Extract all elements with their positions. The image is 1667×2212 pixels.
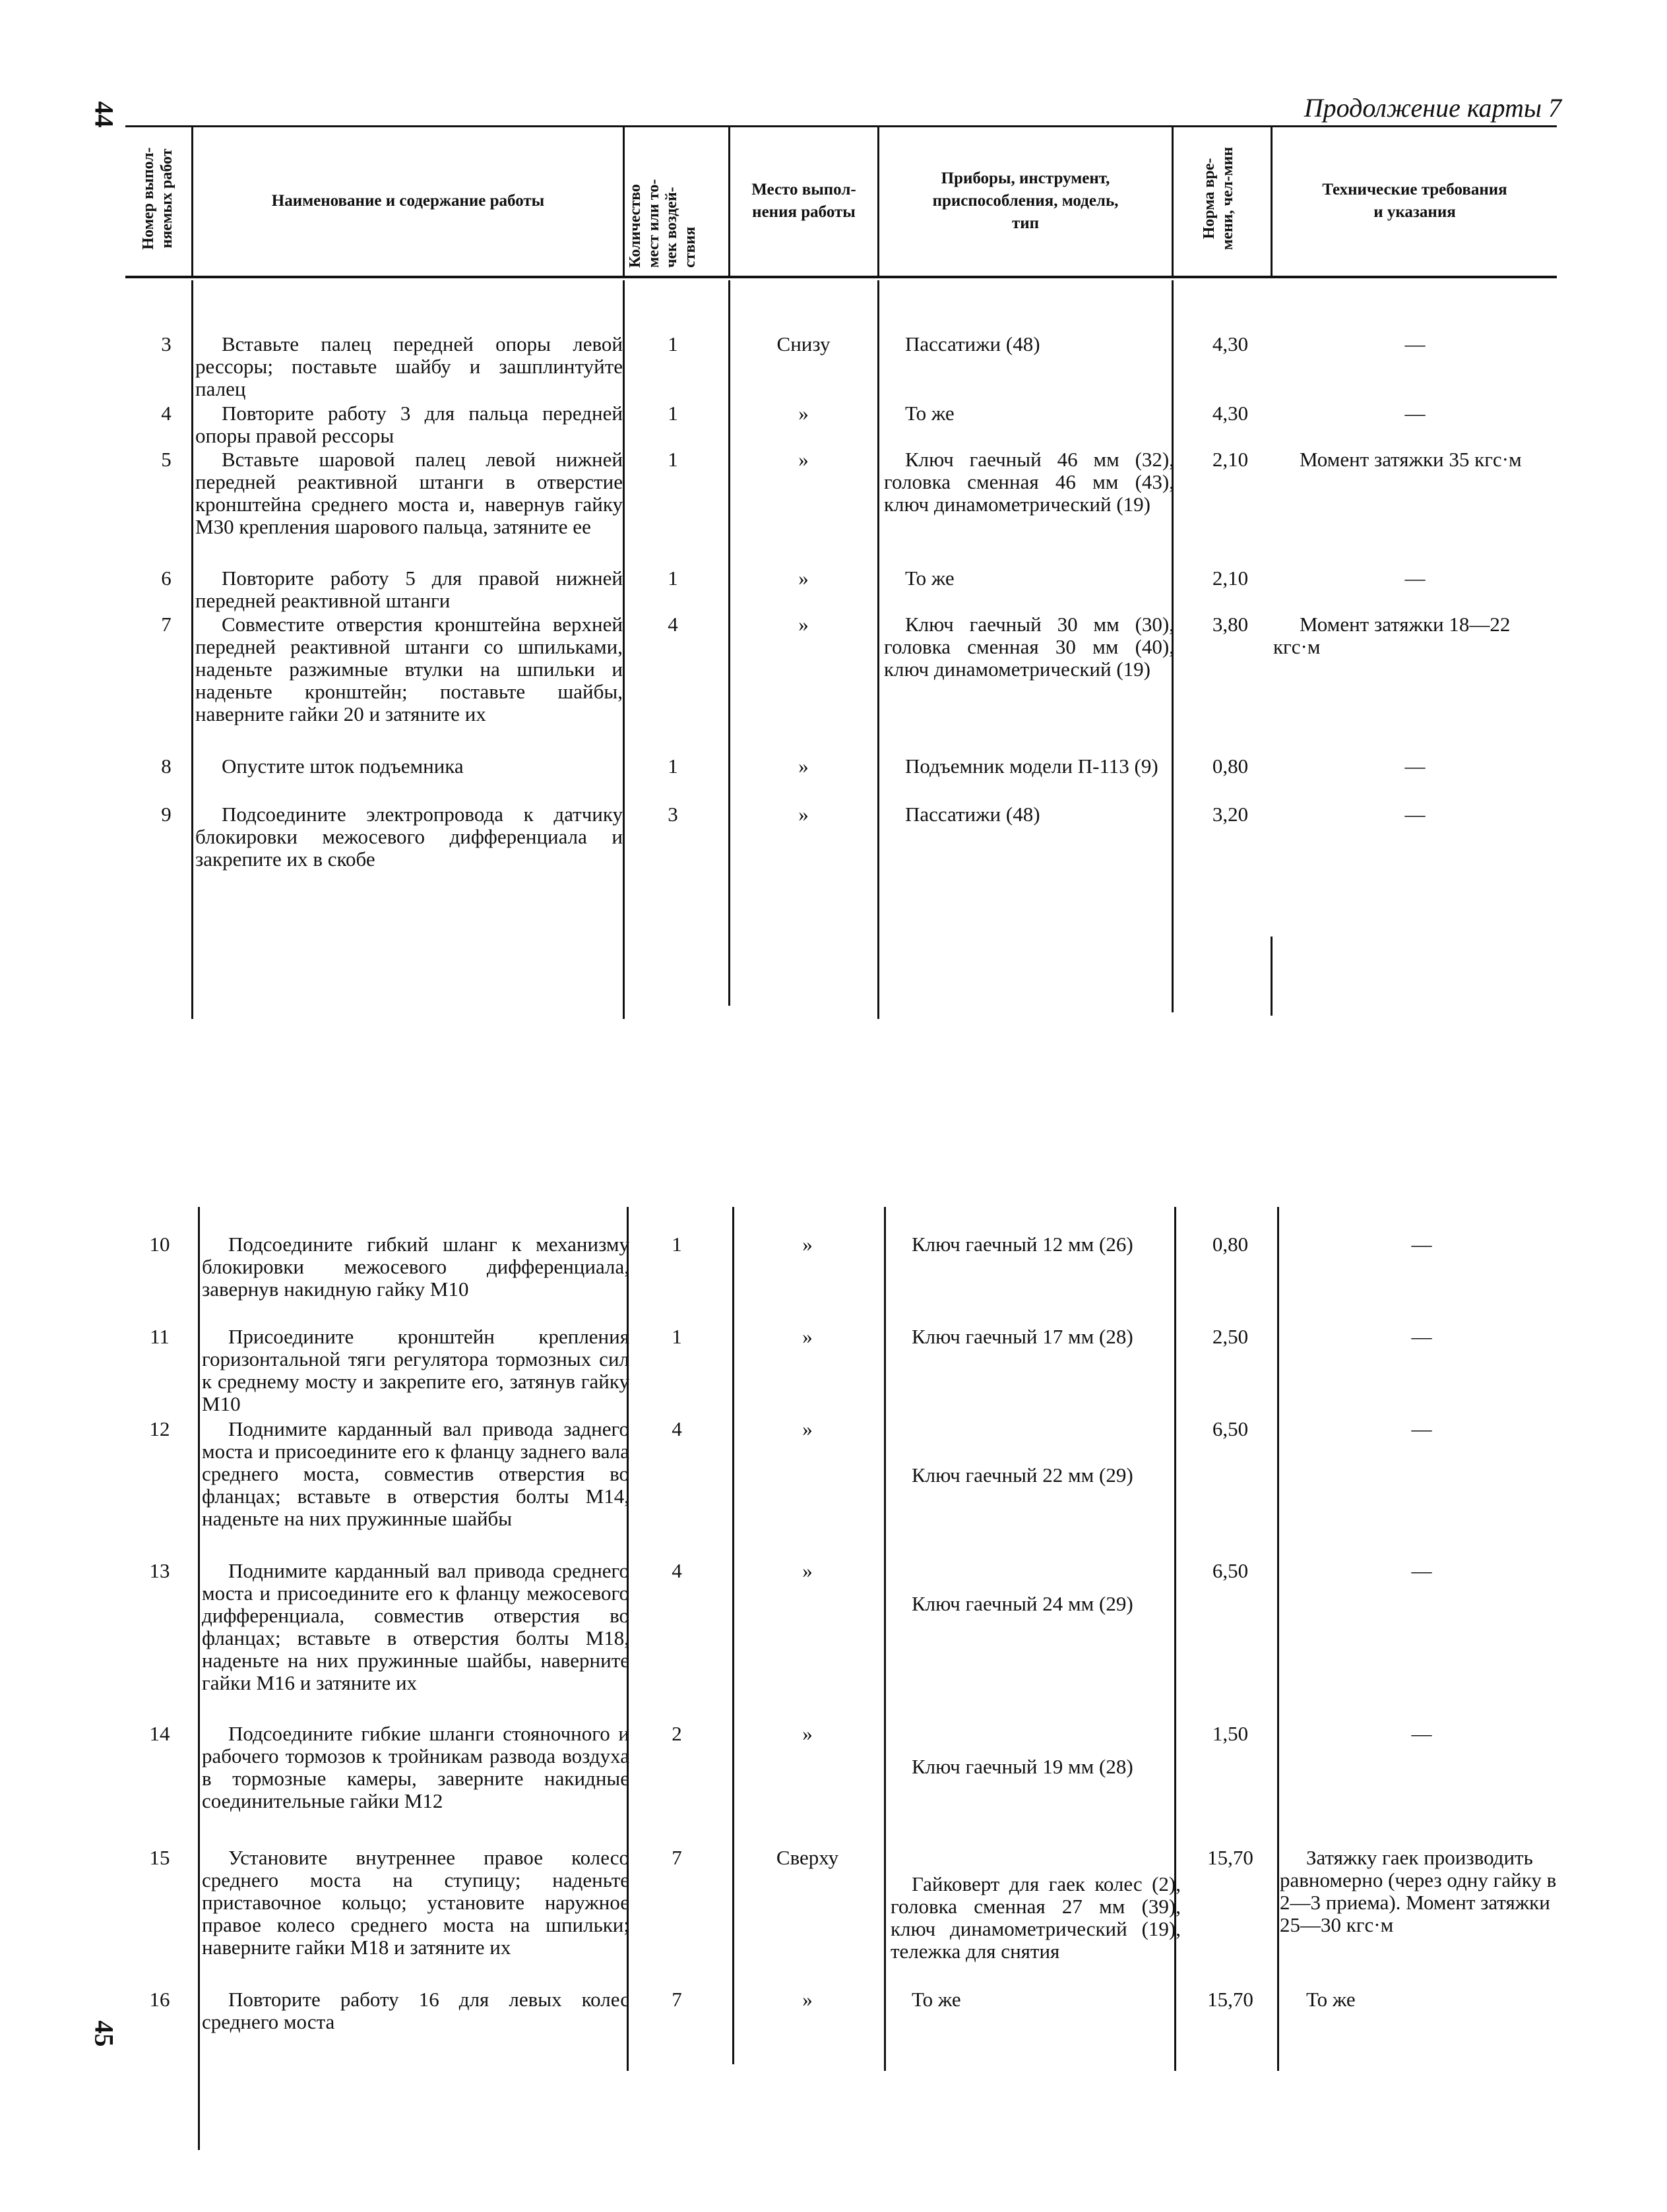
row-norm: 0,80 <box>1212 1233 1249 1256</box>
row-work-text: Подсоедините электропровода к датчику блокировки межосевого дифференциала и закрепите их в скобе <box>195 803 623 871</box>
row-requirements: — <box>1411 1325 1432 1348</box>
row-place: » <box>802 1722 813 1745</box>
row-qty: 4 <box>672 1417 682 1440</box>
row-number: 12 <box>149 1417 170 1440</box>
row-place: » <box>798 448 809 471</box>
row-tools: Подъемник модели П-113 (9) <box>905 754 1158 778</box>
row-qty: 1 <box>668 402 678 425</box>
row-tools: То же <box>905 402 955 425</box>
row-place: » <box>802 1417 813 1440</box>
row-number: 11 <box>150 1325 170 1348</box>
row-qty: 1 <box>668 332 678 355</box>
row-number: 4 <box>161 402 172 425</box>
row-place: » <box>802 1988 813 2011</box>
row-place: » <box>798 567 809 590</box>
row-requirements: Момент затяжки 35 кгс·м <box>1300 448 1522 471</box>
row-place: » <box>798 402 809 425</box>
row-requirements: — <box>1404 402 1426 425</box>
row-tools: Ключ гаечный 17 мм (28) <box>912 1325 1133 1348</box>
header-col-num: Номер выпол- няемых работ <box>140 147 175 250</box>
body-upper-sep-6 <box>1271 937 1273 1016</box>
row-tools: Ключ гаечный 19 мм (28) <box>912 1755 1133 1778</box>
header-col-norm: Норма вре- мени, чел-мин <box>1201 146 1236 251</box>
header-col-tools: Приборы, инструмент, приспособления, модель, тип <box>932 169 1119 232</box>
row-tools: Ключ гаечный 22 мм (29) <box>912 1463 1133 1487</box>
row-number: 16 <box>149 1988 170 2011</box>
row-number: 14 <box>149 1722 170 1745</box>
header-bottom-rule <box>125 276 1557 278</box>
row-norm: 15,70 <box>1207 1846 1253 1869</box>
row-requirements: Момент затяжки 18—22 кгс·м <box>1273 613 1511 658</box>
row-norm: 6,50 <box>1212 1559 1249 1582</box>
row-tools: То же <box>905 567 955 590</box>
continuation-caption: Продолжение карты 7 <box>1304 93 1561 123</box>
row-work-text: Повторите работу 3 для пальца передней опоры правой рессоры <box>195 402 623 447</box>
row-norm: 2,10 <box>1212 448 1249 471</box>
row-qty: 3 <box>668 803 678 826</box>
header-col-place: Место выпол- нения работы <box>751 181 856 221</box>
row-norm: 3,20 <box>1212 803 1249 826</box>
row-number: 6 <box>161 567 172 590</box>
row-tools: Ключ гаечный 30 мм (30), головка сменная 30 мм (40), ключ динамометрический (19) <box>884 613 1174 681</box>
row-work-text: Подсоедините гибкий шланг к механизму блокировки межосевого дифференциала, завернув накидную гайку М10 <box>202 1233 629 1301</box>
row-qty: 4 <box>672 1559 682 1582</box>
row-number: 10 <box>149 1233 170 1256</box>
row-qty: 1 <box>668 754 678 778</box>
body-lower-sep-4 <box>884 1207 886 2071</box>
row-place: » <box>802 1325 813 1348</box>
row-qty: 2 <box>672 1722 682 1745</box>
row-qty: 7 <box>672 1988 682 2011</box>
row-norm: 1,50 <box>1212 1722 1249 1745</box>
row-tools: Гайковерт для гаек колес (2), головка сменная 27 мм (39), ключ динамометрический (19), тележка для снятия <box>891 1872 1181 1963</box>
row-norm: 6,50 <box>1212 1417 1249 1440</box>
row-tools: Ключ гаечный 46 мм (32), головка сменная 46 мм (43), ключ динамометрический (19) <box>884 448 1174 516</box>
row-tools: Ключ гаечный 12 мм (26) <box>912 1233 1133 1256</box>
row-requirements: — <box>1411 1722 1432 1745</box>
row-requirements: — <box>1411 1233 1432 1256</box>
row-qty: 1 <box>668 448 678 471</box>
row-qty: 1 <box>668 567 678 590</box>
header-col-name: Наименование и содержание работы <box>271 192 545 210</box>
row-number: 13 <box>149 1559 170 1582</box>
row-number: 5 <box>161 448 172 471</box>
row-requirements: — <box>1404 803 1426 826</box>
row-place: » <box>798 613 809 636</box>
body-upper-sep-1 <box>191 280 193 1019</box>
row-requirements: — <box>1404 754 1426 778</box>
body-upper-sep-2 <box>623 280 625 1019</box>
row-work-text: Поднимите карданный вал привода заднего моста и присоедините его к фланцу заднего вала среднего моста, совместив отверстия во фланцах; вставьте в отверстия болты М14, наденьте на них пружинные шайбы <box>202 1417 629 1530</box>
row-qty: 7 <box>672 1846 682 1869</box>
row-number: 8 <box>161 754 172 778</box>
row-work-text: Присоедините кронштейн крепления горизонтальной тяги регулятора тормозных сил к среднему мосту и закрепите его, затянув гайку М10 <box>202 1325 629 1415</box>
body-lower-sep-1 <box>198 1207 200 2150</box>
row-qty: 1 <box>672 1233 682 1256</box>
row-work-text: Поднимите карданный вал привода среднего моста и присоедините его к фланцу межосевого дифференциала, совместив отверстия во фланцах; вставьте в отверстия болты М18, наденьте на них пружинные шайбы, наверните гайки М16 и затяните их <box>202 1559 629 1694</box>
row-work-text: Вставьте шаровой палец левой нижней передней реактивной штанги в отверстие кронштейна среднего моста и, навернув гайку М30 крепления шарового пальца, затяните ее <box>195 448 623 538</box>
left-page-number: 44 <box>89 101 119 128</box>
row-place: » <box>798 754 809 778</box>
row-requirements: Затяжку гаек производить равномерно (через одну гайку в 2—3 приема). Момент затяжки 25—30 кгс·м <box>1280 1846 1557 1936</box>
row-work-text: Установите внутреннее правое колесо среднего моста на ступицу; наденьте приставочное кольцо; установите наружное правое колесо среднего моста на шпильки; наверните гайки М18 и затяните их <box>202 1846 629 1959</box>
row-norm: 2,50 <box>1212 1325 1249 1348</box>
row-qty: 4 <box>668 613 678 636</box>
row-tools: То же <box>912 1988 961 2011</box>
row-number: 9 <box>161 803 172 826</box>
row-number: 3 <box>161 332 172 355</box>
header-sep-5 <box>1172 127 1174 277</box>
header-sep-2 <box>623 127 625 277</box>
row-work-text: Повторите работу 5 для правой нижней передней реактивной штанги <box>195 567 623 612</box>
row-requirements: — <box>1411 1417 1432 1440</box>
row-number: 7 <box>161 613 172 636</box>
row-place: » <box>802 1233 813 1256</box>
row-place: Сверху <box>776 1846 839 1869</box>
row-place: » <box>802 1559 813 1582</box>
row-norm: 2,10 <box>1212 567 1249 590</box>
right-page-number: 45 <box>89 2020 119 2047</box>
row-tools: Пассатижи (48) <box>905 332 1040 355</box>
row-requirements: То же <box>1306 1988 1356 2011</box>
row-place: Снизу <box>776 332 831 355</box>
header-col-req: Технические требования и указания <box>1322 181 1507 221</box>
row-requirements: — <box>1411 1559 1432 1582</box>
row-norm: 4,30 <box>1212 402 1249 425</box>
row-norm: 4,30 <box>1212 332 1249 355</box>
row-place: » <box>798 803 809 826</box>
row-norm: 0,80 <box>1212 754 1249 778</box>
row-tools: Ключ гаечный 24 мм (29) <box>912 1592 1133 1615</box>
body-upper-sep-3 <box>728 280 730 1006</box>
row-requirements: — <box>1404 332 1426 355</box>
row-norm: 3,80 <box>1212 613 1249 636</box>
body-upper-sep-4 <box>877 280 879 1019</box>
row-requirements: — <box>1404 567 1426 590</box>
row-work-text: Повторите работу 16 для левых колес среднего моста <box>202 1988 629 2033</box>
header-col-qty: Количество мест или то- чек воздей- ствия <box>627 179 699 268</box>
row-number: 15 <box>149 1846 170 1869</box>
row-work-text: Совместите отверстия кронштейна верхней передней реактивной штанги со шпильками, наденьте разжимные втулки на шпильки и наденьте кронштейн; поставьте шайбы, наверните гайки 20 и затяните их <box>195 613 623 725</box>
body-lower-sep-3 <box>732 1207 734 2064</box>
row-work-text: Опустите шток подъемника <box>222 754 464 778</box>
row-work-text: Подсоедините гибкие шланги стояночного и рабочего тормозов к тройникам развода воздуха в тормозные камеры, заверните накидные соединительные гайки М12 <box>202 1722 629 1812</box>
row-tools: Пассатижи (48) <box>905 803 1040 826</box>
row-qty: 1 <box>672 1325 682 1348</box>
row-work-text: Вставьте палец передней опоры левой рессоры; поставьте шайбу и зашплинтуйте палец <box>195 332 623 400</box>
row-norm: 15,70 <box>1207 1988 1253 2011</box>
